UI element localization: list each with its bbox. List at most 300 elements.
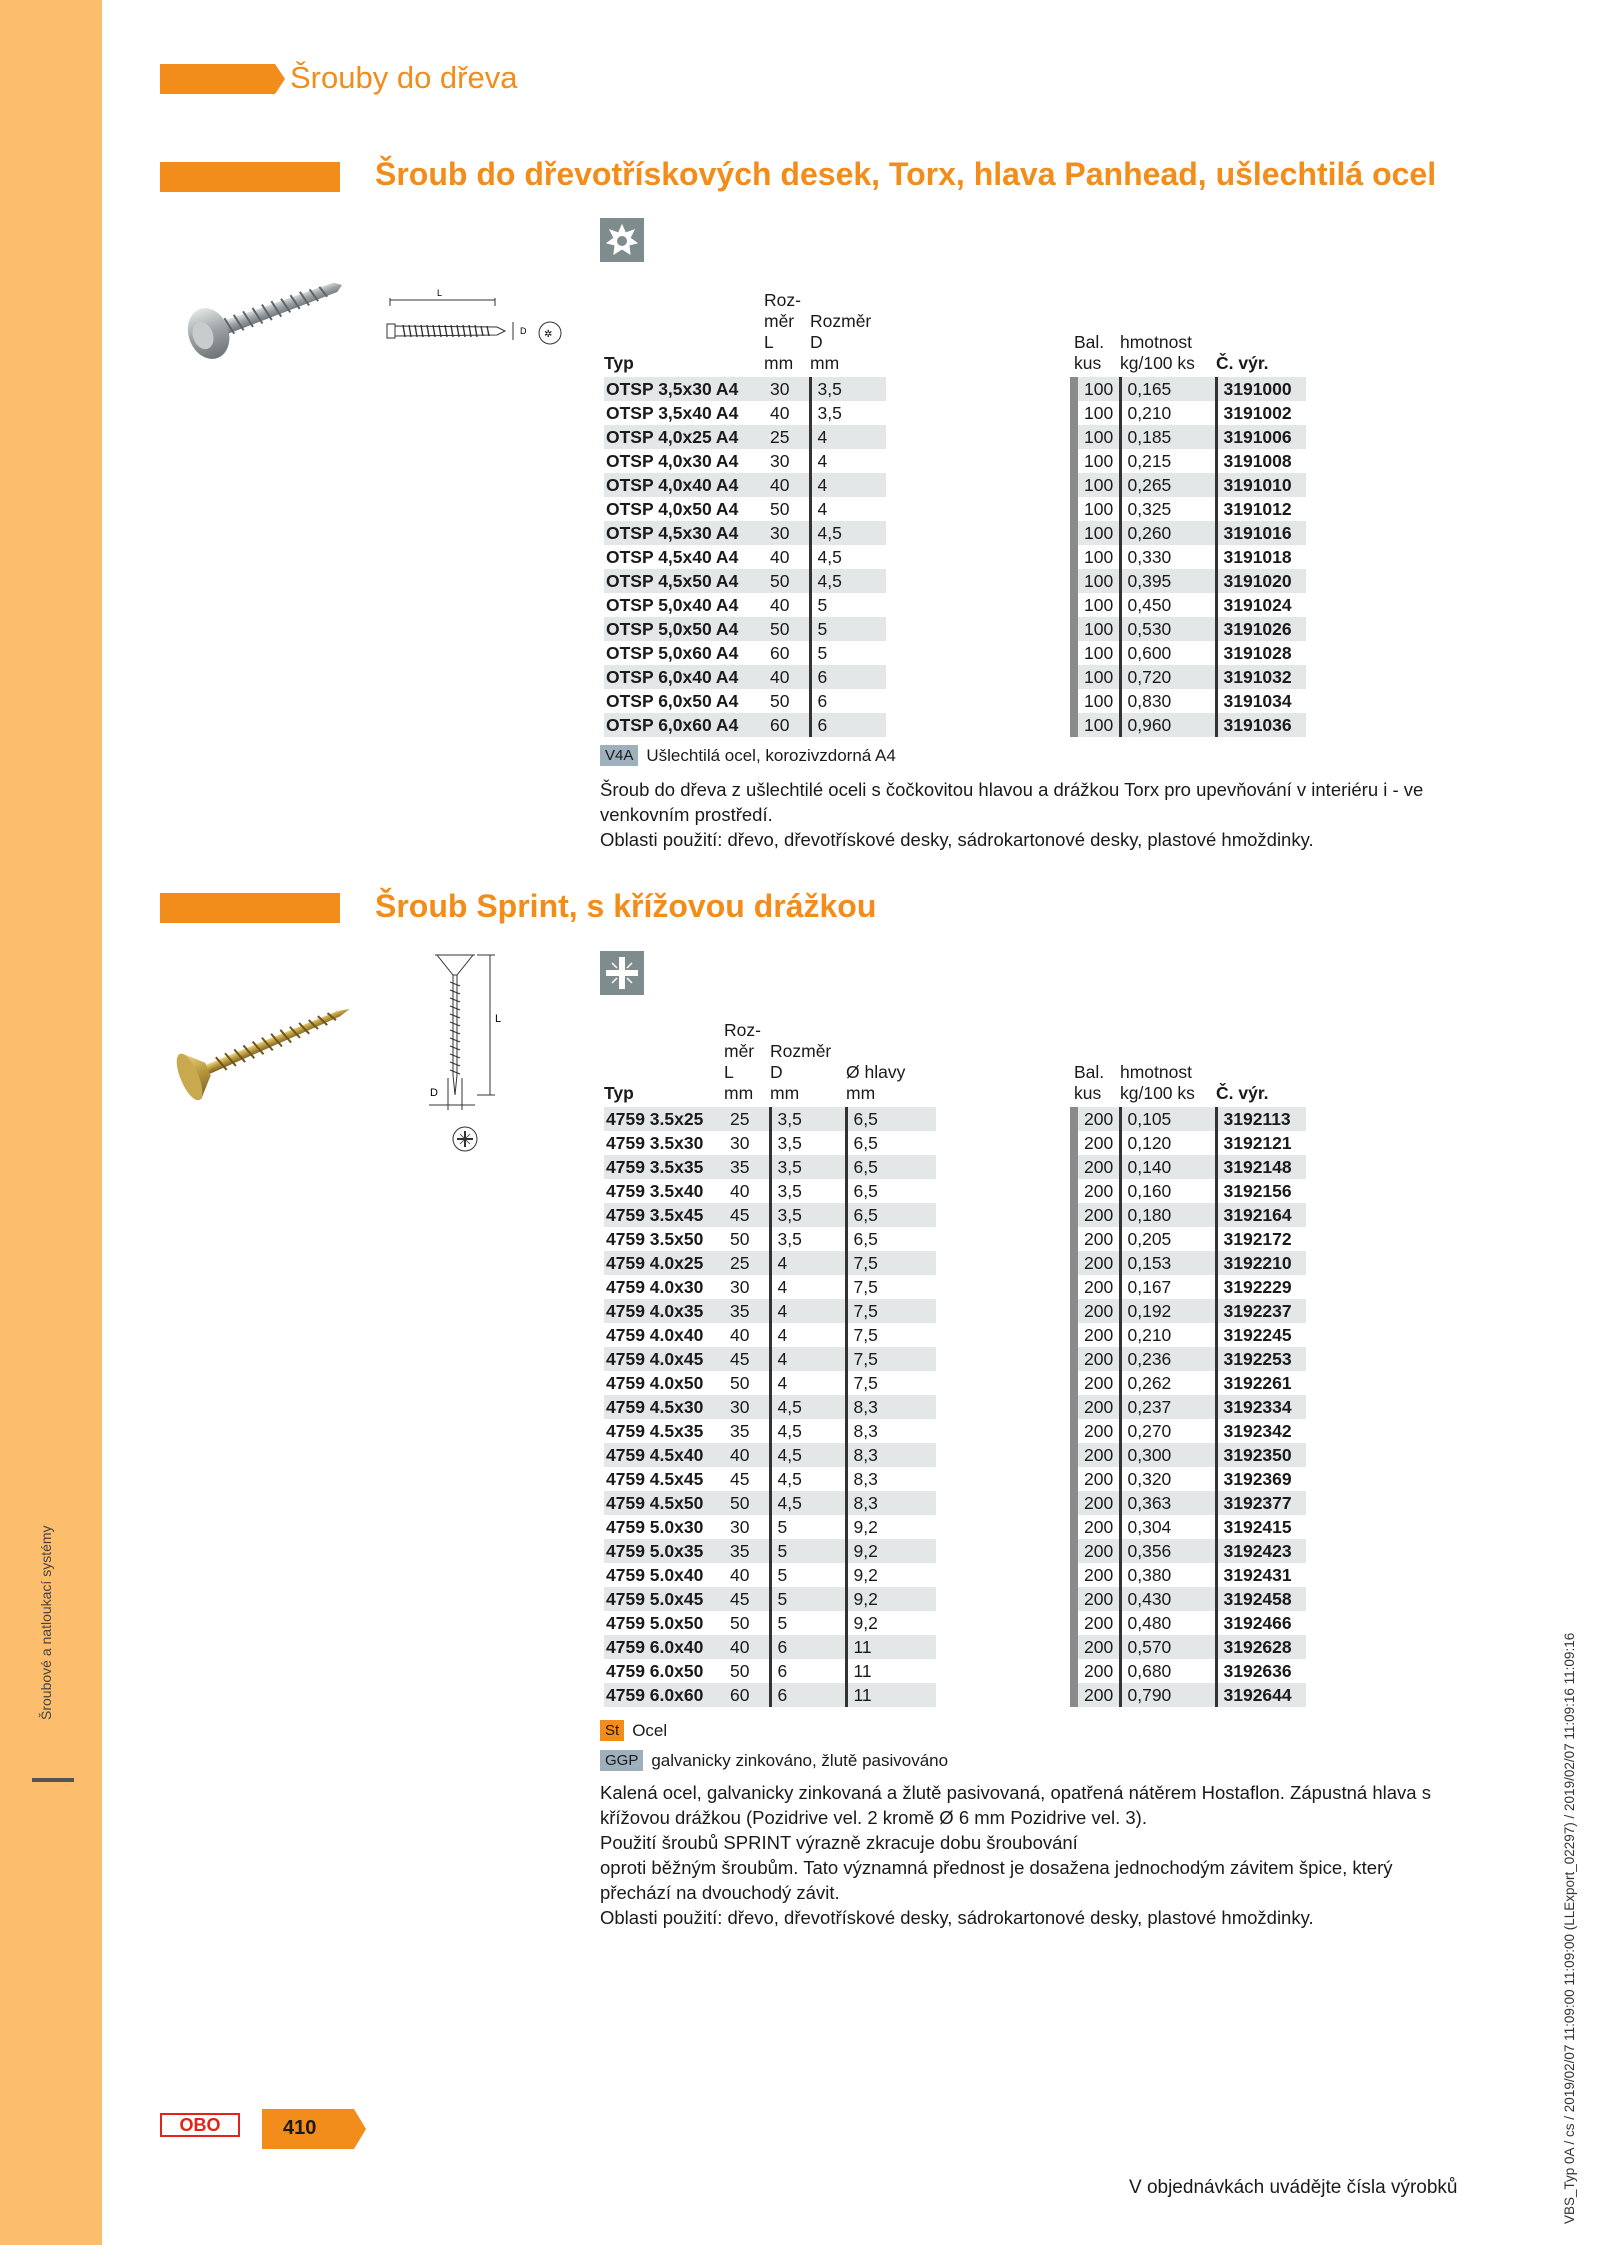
cell-code: 3191018 (1216, 545, 1306, 569)
cell-diameter: 3,5 (770, 1155, 846, 1179)
cell-spacer (936, 1611, 1074, 1635)
table-row (604, 641, 1306, 665)
obo-logo-text: OBO (179, 2115, 221, 2135)
table-row (604, 1635, 1306, 1659)
cell-head-diameter: 7,5 (846, 1323, 936, 1347)
table-row (604, 449, 1306, 473)
cell-diameter: 3,5 (770, 1227, 846, 1251)
col-weight: hmotnost kg/100 ks (1120, 332, 1195, 373)
cell-bal: 200 (1074, 1107, 1120, 1131)
cell-code: 3191032 (1216, 665, 1306, 689)
cell-length: 40 (730, 1564, 750, 1585)
cell-diameter: 5 (770, 1515, 846, 1539)
cell-length: 50 (730, 1612, 750, 1633)
cell-head-diameter: 7,5 (846, 1251, 936, 1275)
cell-diameter: 4 (770, 1299, 846, 1323)
cell-length: 40 (724, 1635, 770, 1659)
cell-diameter: 5 (770, 1587, 846, 1611)
col-code: Č. výr. (1216, 1083, 1269, 1103)
cell-spacer (886, 569, 1074, 593)
cell-weight: 0,185 (1120, 425, 1216, 449)
cell-weight: 0,160 (1120, 1179, 1216, 1203)
cell-head-diameter: 9,2 (846, 1563, 936, 1587)
cell-diameter: 4,5 (810, 569, 886, 593)
section1-product-table (604, 290, 1306, 737)
cell-code: 3192628 (1216, 1635, 1306, 1659)
section1-title: Šroub do dřevotřískových desek, Torx, hlava Panhead, ušlechtilá ocel (375, 156, 1437, 192)
cell-typ: 4759 5.0x35 (604, 1539, 724, 1563)
cell-spacer (886, 401, 1074, 425)
cell-diameter: 5 (770, 1539, 846, 1563)
table-row (604, 713, 1306, 737)
table-row (604, 1659, 1306, 1683)
cell-diameter: 6 (770, 1659, 846, 1683)
cell-diameter: 4,5 (770, 1443, 846, 1467)
cell-typ: 4759 6.0x40 (604, 1635, 724, 1659)
cell-head-diameter: 11 (846, 1683, 936, 1707)
cell-weight: 0,395 (1120, 569, 1216, 593)
cell-weight: 0,530 (1120, 617, 1216, 641)
cell-head-diameter: 6,5 (846, 1107, 936, 1131)
cell-length: 40 (730, 1324, 750, 1345)
cell-code: 3191034 (1216, 689, 1306, 713)
cell-diameter: 3,5 (770, 1131, 846, 1155)
cell-code: 3191016 (1216, 521, 1306, 545)
cell-bal: 200 (1074, 1347, 1120, 1371)
description-paragraph: Oblasti použití: dřevo, dřevotřískové desky, sádrokartonové desky, plastové hmoždinky. (600, 829, 1314, 850)
cell-code: 3192377 (1216, 1491, 1306, 1515)
cell-typ: OTSP 5,0x60 A4 (606, 642, 739, 663)
cell-spacer (936, 1563, 1074, 1587)
cell-bal: 200 (1084, 1372, 1114, 1393)
material-text: galvanicky zinkováno, žlutě pasivováno (651, 1750, 949, 1770)
cell-bal: 200 (1084, 1420, 1114, 1441)
cell-spacer (886, 497, 1074, 521)
cell-weight: 0,720 (1120, 665, 1216, 689)
cell-diameter: 6 (770, 1635, 846, 1659)
section2-description (600, 1780, 1460, 1930)
cell-bal: 100 (1084, 546, 1114, 567)
cell-code: 3192423 (1216, 1539, 1306, 1563)
cell-code: 3192431 (1216, 1563, 1306, 1587)
cell-length: 40 (770, 402, 790, 423)
cell-head-diameter: 8,3 (846, 1395, 936, 1419)
drawing2-label-d: D (430, 1087, 438, 1099)
cell-length: 25 (764, 425, 810, 449)
cell-diameter: 5 (810, 593, 886, 617)
cell-head-diameter: 7,5 (846, 1347, 936, 1371)
table-row (604, 1491, 1306, 1515)
panhead-screw-image (175, 258, 355, 368)
cell-length: 30 (730, 1132, 750, 1153)
cell-weight: 0,165 (1120, 377, 1216, 401)
cell-code: 3191026 (1216, 617, 1306, 641)
cell-weight: 0,325 (1120, 497, 1216, 521)
cell-weight: 0,140 (1120, 1155, 1216, 1179)
cell-diameter: 5 (770, 1563, 846, 1587)
cell-length: 50 (730, 1372, 750, 1393)
cell-code: 3191000 (1216, 377, 1306, 401)
cell-typ: 4759 5.0x50 (606, 1612, 704, 1633)
section1-description (600, 777, 1460, 852)
cell-spacer (886, 665, 1074, 689)
cell-length: 30 (724, 1395, 770, 1419)
table-row (604, 1683, 1306, 1707)
cell-head-diameter: 8,3 (846, 1467, 936, 1491)
cell-bal: 200 (1084, 1564, 1114, 1585)
cell-length: 30 (770, 450, 790, 471)
drawing1-label-d: D (520, 326, 527, 336)
cell-bal: 200 (1074, 1683, 1120, 1707)
cell-diameter: 4 (770, 1371, 846, 1395)
cell-typ: 4759 3.5x30 (606, 1132, 704, 1153)
cell-weight: 0,153 (1120, 1251, 1216, 1275)
cell-typ: OTSP 4,5x50 A4 (604, 569, 764, 593)
cell-length: 50 (764, 617, 810, 641)
cell-typ: 4759 3.5x25 (604, 1107, 724, 1131)
cell-code: 3191036 (1216, 713, 1306, 737)
cell-diameter: 5 (810, 641, 886, 665)
cell-bal: 200 (1074, 1587, 1120, 1611)
cell-typ: OTSP 4,0x30 A4 (606, 450, 739, 471)
col-bal: Bal. kus (1074, 1062, 1105, 1103)
sidebar-label: Šroubové a natloukací systémy (38, 1525, 54, 1720)
cell-length: 30 (764, 521, 810, 545)
cell-bal: 200 (1084, 1180, 1114, 1201)
cell-weight: 0,237 (1120, 1395, 1216, 1419)
cell-spacer (886, 641, 1074, 665)
cell-bal: 100 (1084, 498, 1114, 519)
cell-diameter: 3,5 (810, 377, 886, 401)
cell-weight: 0,380 (1120, 1563, 1216, 1587)
table-row (604, 1155, 1306, 1179)
cell-weight: 0,960 (1120, 713, 1216, 737)
panhead-technical-drawing (385, 284, 575, 354)
cell-weight: 0,180 (1120, 1203, 1216, 1227)
sidebar-band (0, 0, 102, 2245)
cell-head-diameter: 9,2 (846, 1611, 936, 1635)
cell-bal: 200 (1084, 1660, 1114, 1681)
cell-weight: 0,205 (1120, 1227, 1216, 1251)
cell-typ: 4759 4.5x40 (604, 1443, 724, 1467)
cell-diameter: 4 (810, 497, 886, 521)
cell-spacer (936, 1587, 1074, 1611)
table-row (604, 689, 1306, 713)
cell-spacer (936, 1155, 1074, 1179)
table-row (604, 1299, 1306, 1323)
torx-icon (600, 218, 644, 262)
col-weight: hmotnost kg/100 ks (1120, 1062, 1195, 1103)
cell-bal: 200 (1074, 1203, 1120, 1227)
cell-bal: 200 (1074, 1251, 1120, 1275)
cell-head-diameter: 6,5 (846, 1155, 936, 1179)
cell-typ: 4759 3.5x50 (606, 1228, 704, 1249)
pozidrive-icon (600, 951, 644, 995)
cell-length: 45 (724, 1587, 770, 1611)
table-row (604, 1107, 1306, 1131)
section2-title: Šroub Sprint, s křížovou drážkou (375, 888, 877, 924)
cell-typ: OTSP 6,0x40 A4 (604, 665, 764, 689)
cell-code: 3192237 (1216, 1299, 1306, 1323)
cell-length: 50 (730, 1660, 750, 1681)
table-row (604, 1419, 1306, 1443)
cell-code: 3192415 (1216, 1515, 1306, 1539)
cell-code: 3192164 (1216, 1203, 1306, 1227)
cell-typ: 4759 5.0x40 (606, 1564, 704, 1585)
cell-code: 3192644 (1216, 1683, 1306, 1707)
cell-length: 30 (730, 1516, 750, 1537)
cell-diameter: 4 (770, 1323, 846, 1347)
cell-typ: 4759 4.0x25 (604, 1251, 724, 1275)
cell-weight: 0,320 (1120, 1467, 1216, 1491)
col-spacer (936, 1020, 1074, 1107)
material-text: Ušlechtilá ocel, korozivzdorná A4 (646, 745, 896, 765)
table-row (604, 1323, 1306, 1347)
cell-typ: 4759 3.5x35 (604, 1155, 724, 1179)
cell-code: 3192229 (1216, 1275, 1306, 1299)
cell-head-diameter: 7,5 (846, 1299, 936, 1323)
cell-diameter: 4,5 (770, 1491, 846, 1515)
table-row (604, 665, 1306, 689)
cell-typ: OTSP 3,5x40 A4 (606, 402, 739, 423)
cell-typ: 4759 4.0x45 (604, 1347, 724, 1371)
cell-weight: 0,430 (1120, 1587, 1216, 1611)
cell-length: 45 (724, 1347, 770, 1371)
cell-typ: OTSP 5,0x40 A4 (606, 594, 739, 615)
table-row (604, 1563, 1306, 1587)
material-line (600, 1720, 667, 1741)
cell-bal: 100 (1074, 521, 1120, 545)
svg-text:✲: ✲ (544, 329, 553, 340)
cell-head-diameter: 7,5 (846, 1275, 936, 1299)
cell-typ: 4759 3.5x45 (604, 1203, 724, 1227)
cell-length: 40 (764, 473, 810, 497)
cell-bal: 100 (1074, 713, 1120, 737)
cell-typ: 4759 4.0x50 (606, 1372, 704, 1393)
cell-bal: 100 (1074, 569, 1120, 593)
cell-head-diameter: 9,2 (846, 1539, 936, 1563)
cell-length: 35 (730, 1420, 750, 1441)
cell-length: 30 (764, 377, 810, 401)
cell-bal: 200 (1084, 1276, 1114, 1297)
cell-bal: 100 (1074, 377, 1120, 401)
material-badge: St (600, 1720, 624, 1741)
page-title: Šrouby do dřeva (290, 60, 518, 95)
cell-bal: 100 (1084, 642, 1114, 663)
description-paragraph: Šroub do dřeva z ušlechtilé oceli s čočkovitou hlavou a drážkou Torx pro upevňování v interiéru i - ve venkovním prostředí. (600, 779, 1424, 825)
cell-code: 3191008 (1216, 449, 1306, 473)
cell-diameter: 3,5 (810, 401, 886, 425)
cell-bal: 100 (1074, 617, 1120, 641)
cell-weight: 0,215 (1120, 449, 1216, 473)
cell-head-diameter: 7,5 (846, 1371, 936, 1395)
cell-bal: 100 (1084, 690, 1114, 711)
cell-spacer (886, 425, 1074, 449)
table-row (604, 1179, 1306, 1203)
description-paragraph: Kalená ocel, galvanicky zinkovaná a žlutě pasivovaná, opatřená nátěrem Hostaflon. Zápustná hlava s křížovou drážkou (Pozidrive vel. 2 kromě Ø 6 mm Pozidrive vel. 3). (600, 1782, 1431, 1828)
cell-weight: 0,210 (1120, 1323, 1216, 1347)
cell-weight: 0,450 (1120, 593, 1216, 617)
table-row (604, 1395, 1306, 1419)
cell-head-diameter: 8,3 (846, 1419, 936, 1443)
cell-spacer (936, 1491, 1074, 1515)
table-row (604, 1251, 1306, 1275)
obo-logo (160, 2113, 240, 2137)
cell-spacer (936, 1203, 1074, 1227)
cell-code: 3192334 (1216, 1395, 1306, 1419)
cell-spacer (936, 1299, 1074, 1323)
cell-code: 3192261 (1216, 1371, 1306, 1395)
cell-code: 3192148 (1216, 1155, 1306, 1179)
cell-typ: OTSP 5,0x50 A4 (604, 617, 764, 641)
col-typ: Typ (604, 1083, 634, 1103)
cell-spacer (886, 449, 1074, 473)
cell-weight: 0,265 (1120, 473, 1216, 497)
cell-weight: 0,356 (1120, 1539, 1216, 1563)
cell-typ: 4759 4.5x30 (604, 1395, 724, 1419)
drawing1-label-l: L (437, 288, 443, 298)
table-row (604, 1203, 1306, 1227)
col-head-diameter: Ø hlavy mm (846, 1062, 906, 1103)
cell-length: 35 (724, 1539, 770, 1563)
page-number: 410 (283, 2117, 317, 2139)
table-row (604, 593, 1306, 617)
material-line (600, 1750, 948, 1771)
cell-weight: 0,260 (1120, 521, 1216, 545)
cell-spacer (936, 1443, 1074, 1467)
cell-weight: 0,363 (1120, 1491, 1216, 1515)
table-row (604, 1467, 1306, 1491)
cell-bal: 200 (1074, 1299, 1120, 1323)
cell-weight: 0,167 (1120, 1275, 1216, 1299)
cell-typ: 4759 5.0x45 (604, 1587, 724, 1611)
pozidrive-head-icon (450, 1124, 480, 1154)
cell-spacer (936, 1659, 1074, 1683)
cell-spacer (936, 1515, 1074, 1539)
cell-head-diameter: 6,5 (846, 1179, 936, 1203)
drawing2-label-l: L (495, 1013, 502, 1025)
material-text: Ocel (632, 1720, 668, 1740)
table-row (604, 425, 1306, 449)
cell-code: 3192210 (1216, 1251, 1306, 1275)
cell-length: 60 (770, 642, 790, 663)
cell-typ: 4759 4.5x45 (606, 1468, 704, 1489)
cell-length: 40 (730, 1180, 750, 1201)
table-row (604, 569, 1306, 593)
material-badge: V4A (600, 745, 638, 766)
cell-bal: 200 (1084, 1468, 1114, 1489)
cell-weight: 0,270 (1120, 1419, 1216, 1443)
cell-typ: OTSP 4,5x40 A4 (606, 546, 739, 567)
cell-head-diameter: 6,5 (846, 1131, 936, 1155)
cell-head-diameter: 11 (846, 1635, 936, 1659)
cell-code: 3192369 (1216, 1467, 1306, 1491)
cell-bal: 100 (1084, 402, 1114, 423)
cell-spacer (936, 1347, 1074, 1371)
cell-diameter: 4,5 (810, 545, 886, 569)
col-diameter: Rozměr D mm (770, 1041, 832, 1103)
table-row (604, 1443, 1306, 1467)
cell-typ: OTSP 6,0x50 A4 (606, 690, 739, 711)
cell-code: 3192156 (1216, 1179, 1306, 1203)
cell-code: 3191002 (1216, 401, 1306, 425)
cell-bal: 200 (1074, 1491, 1120, 1515)
cell-code: 3192245 (1216, 1323, 1306, 1347)
table-row (604, 1515, 1306, 1539)
cell-typ: 4759 4.0x35 (604, 1299, 724, 1323)
cell-weight: 0,600 (1120, 641, 1216, 665)
cell-weight: 0,262 (1120, 1371, 1216, 1395)
cell-length: 35 (724, 1155, 770, 1179)
cell-spacer (936, 1683, 1074, 1707)
cell-weight: 0,570 (1120, 1635, 1216, 1659)
cell-head-diameter: 6,5 (846, 1227, 936, 1251)
material-badge: GGP (600, 1750, 643, 1771)
cell-diameter: 4,5 (770, 1395, 846, 1419)
cell-typ: 4759 6.0x50 (606, 1660, 704, 1681)
cell-weight: 0,120 (1120, 1131, 1216, 1155)
table-row (604, 1371, 1306, 1395)
cell-bal: 200 (1084, 1612, 1114, 1633)
cell-bal: 200 (1074, 1443, 1120, 1467)
cell-weight: 0,790 (1120, 1683, 1216, 1707)
section1-materials (600, 745, 896, 766)
cell-typ: 4759 4.0x40 (606, 1324, 704, 1345)
cell-length: 60 (724, 1683, 770, 1707)
cell-code: 3191028 (1216, 641, 1306, 665)
cell-bal: 100 (1074, 473, 1120, 497)
cell-weight: 0,304 (1120, 1515, 1216, 1539)
section2-accent-bar (160, 893, 340, 923)
cell-code: 3191012 (1216, 497, 1306, 521)
cell-diameter: 3,5 (770, 1203, 846, 1227)
cell-spacer (886, 521, 1074, 545)
cell-length: 40 (764, 665, 810, 689)
cell-head-diameter: 11 (846, 1659, 936, 1683)
cell-weight: 0,236 (1120, 1347, 1216, 1371)
cell-bal: 100 (1084, 594, 1114, 615)
cell-diameter: 6 (810, 665, 886, 689)
cell-weight: 0,330 (1120, 545, 1216, 569)
table-row (604, 1539, 1306, 1563)
cell-bal: 100 (1074, 665, 1120, 689)
cell-length: 45 (730, 1468, 750, 1489)
cell-length: 25 (724, 1251, 770, 1275)
cell-diameter: 4,5 (770, 1467, 846, 1491)
cell-spacer (936, 1107, 1074, 1131)
cell-length: 50 (770, 498, 790, 519)
col-spacer (886, 290, 1074, 377)
cell-bal: 200 (1084, 1228, 1114, 1249)
cell-code: 3192253 (1216, 1347, 1306, 1371)
footer-note: V objednávkách uvádějte čísla výrobků (1129, 2177, 1458, 2198)
description-paragraph: Použití šroubů SPRINT výrazně zkracuje dobu šroubování (600, 1832, 1078, 1853)
cell-code: 3192342 (1216, 1419, 1306, 1443)
cell-code: 3192350 (1216, 1443, 1306, 1467)
cell-weight: 0,300 (1120, 1443, 1216, 1467)
cell-typ: OTSP 4,5x30 A4 (604, 521, 764, 545)
description-paragraph: oproti běžným šroubům. Tato významná přednost je dosažena jednochodým závitem špice, který přechází na dvouchodý závit. (600, 1857, 1393, 1903)
cell-spacer (936, 1323, 1074, 1347)
sprint-technical-drawing (415, 950, 530, 1120)
cell-length: 50 (724, 1491, 770, 1515)
cell-spacer (886, 617, 1074, 641)
cell-typ: 4759 5.0x30 (606, 1516, 704, 1537)
cell-code: 3192172 (1216, 1227, 1306, 1251)
cell-length: 40 (770, 594, 790, 615)
cell-spacer (936, 1539, 1074, 1563)
cell-typ: 4759 6.0x60 (604, 1683, 724, 1707)
